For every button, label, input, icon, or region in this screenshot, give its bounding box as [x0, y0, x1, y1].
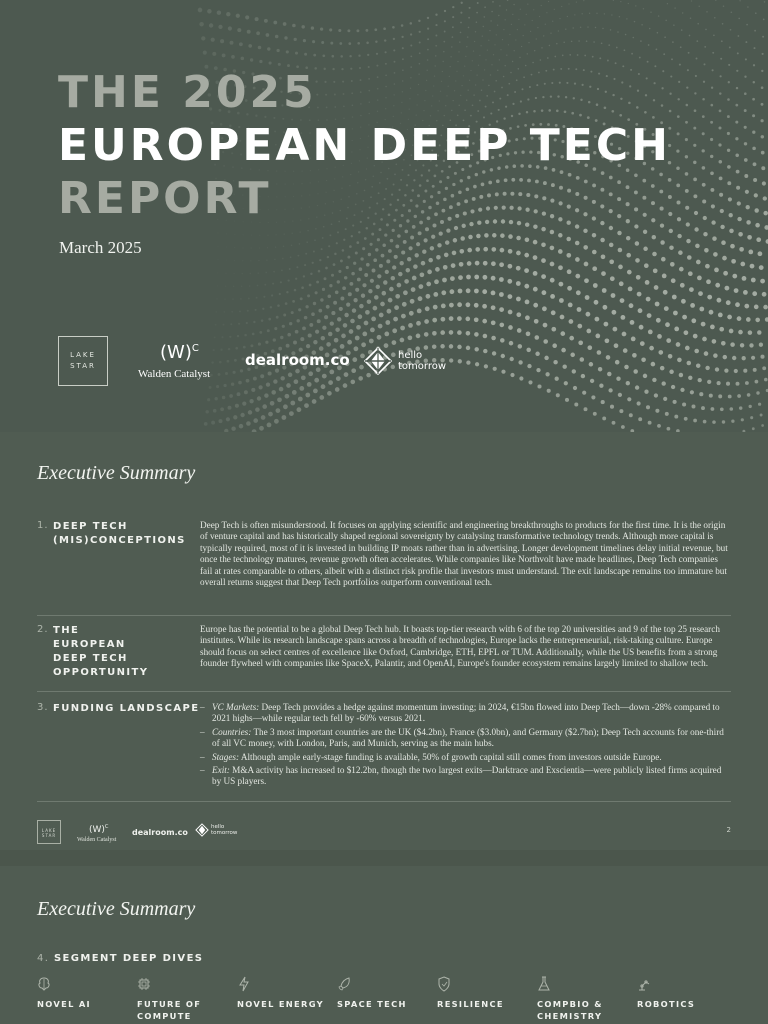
brain-icon — [37, 976, 51, 992]
walden-sup: C — [191, 343, 199, 354]
segment-space-tech — [337, 976, 427, 1010]
row-text: Deep Tech is often misunderstood. It focuses on applying scientific and engineering breakthroughs to products for the first time. It is the origin of venture capital and has historically shaped regional sovereignty by catalysing transformative technology trends. Although more capital is typically required, most of it is invested in building IP moats rather than in advertising. Longer development timelines delay initial revenue, but once the technology matures, revenue growth often accelerates. While companies like Northvolt have made headlines, Deep Tech companies fail at rates comparable to others, albeit with a distinct risk profile that investors must understand. The exit landscape remains too immature but overall returns suggest that Deep Tech portfolios outperform conventional tech. — [200, 520, 728, 588]
walden-mark-small: (W) — [89, 825, 105, 835]
lake-star-small-line1: LAKE — [41, 828, 57, 833]
segment-novel-energy — [237, 976, 327, 1010]
executive-summary-page-3 — [0, 866, 768, 1024]
lake-star-logo-line1: LAKE — [70, 351, 96, 359]
bullet-lead: Countries: — [212, 726, 252, 737]
segment-label: ROBOTICS — [637, 999, 696, 1009]
bullet-vc-markets — [200, 702, 732, 725]
title-line-report: REPORT — [58, 173, 272, 224]
section-heading: Executive Summary — [37, 898, 196, 920]
flask-icon — [537, 976, 551, 992]
hello-text: hello — [398, 350, 423, 361]
segment-label: FUTURE OF COMPUTE — [137, 999, 202, 1021]
chip-icon — [137, 976, 151, 992]
bullet-dash: – — [200, 726, 205, 737]
bullet-text: Although ample early-stage funding is available, 50% of growth capital still comes from investors outside Europe. — [239, 751, 662, 762]
segment-title: SEGMENT DEEP DIVES — [53, 953, 204, 964]
lake-star-small-line2: STAR — [41, 833, 57, 838]
bullet-stages — [200, 752, 732, 763]
report-cover — [0, 0, 768, 432]
page-number: 2 — [726, 826, 731, 834]
summary-row-2 — [37, 624, 731, 684]
funding-bullets — [200, 702, 732, 788]
segment-label: RESILIENCE — [437, 999, 504, 1009]
page-separator — [0, 850, 768, 866]
segment-list — [37, 976, 737, 1024]
summary-row-1 — [37, 520, 731, 600]
hello-tomorrow-logo-small — [195, 823, 238, 842]
segment-resilience — [437, 976, 527, 1010]
title-line-main: EUROPEAN DEEP TECH — [58, 120, 671, 171]
segment-compbio-chemistry — [537, 976, 627, 1022]
bullet-text: The 3 most important countries are the UK ($4.2bn), France ($3.0bn), and Germany ($2.7bn); Deep Tech accounts for one-third of all VC money, with London, Paris, and Munich, serving as the main hubs. — [212, 726, 724, 749]
row-label: DEEP TECH (MIS)CONCEPTIONS — [53, 521, 186, 546]
tomorrow-text-small: tomorrow — [211, 830, 238, 836]
lightning-icon — [237, 976, 251, 992]
bullet-lead: VC Markets: — [212, 702, 260, 712]
row-number: 1. — [37, 520, 49, 531]
segment-label: COMPBIO & CHEMISTRY — [537, 999, 603, 1021]
hello-tomorrow-icon — [363, 346, 393, 376]
walden-catalyst-logo — [138, 338, 228, 380]
report-title — [58, 66, 671, 225]
bullet-text: Deep Tech provides a hedge against momentum investing; in 2024, €15bn flowed into Deep Tech—down -28% compared to 2021 highs—while regular tech fell by -60% versus 2021. — [212, 702, 720, 724]
dealroom-logo-small: dealroom.co — [132, 828, 188, 837]
segment-label: NOVEL AI — [37, 999, 91, 1009]
report-date: March 2025 — [59, 238, 142, 257]
summary-row-3 — [37, 702, 731, 798]
bullet-lead: Exit: — [212, 765, 230, 776]
rocket-icon — [337, 976, 351, 992]
segment-heading — [37, 953, 203, 964]
bullet-countries — [200, 727, 732, 750]
hello-tomorrow-icon-small — [195, 823, 209, 837]
segment-number: 4. — [37, 953, 50, 964]
footer-logos — [37, 820, 731, 846]
segment-label: SPACE TECH — [337, 999, 407, 1009]
row-divider — [37, 691, 731, 692]
bullet-text: M&A activity has increased to $12.2bn, though the two largest exits—Darktrace and Exscientia—were publicly listed firms acquired by US players. — [212, 765, 722, 787]
row-label: THE EUROPEAN DEEP TECH OPPORTUNITY — [53, 625, 149, 678]
executive-summary-page-2 — [0, 432, 768, 850]
bullet-dash: – — [200, 702, 205, 712]
row-text — [200, 702, 732, 790]
walden-name-small: Walden Catalyst — [77, 837, 117, 843]
row-text: Europe has the potential to be a global Deep Tech hub. It boasts top-tier research with 6 of the top 20 universities and 9 of the top 25 research institutes. While its research landscape spans across a breadth of technologies, Europe lacks the entrepreneurial, risk-taking culture. Europe should focus on select centres of excellence like Oxford, Cambridge, ETH, EPFL or TUM. Additionally, while the US benefits from a strong founder flywheel with companies like SpaceX, Palantir, and OpenAI, Europe's founder ecosystem remains largely limited to shallow tech. — [200, 624, 720, 669]
shield-icon — [437, 976, 451, 992]
bullet-dash: – — [200, 765, 205, 776]
hello-tomorrow-logo — [363, 346, 463, 378]
row-divider — [37, 801, 731, 802]
walden-catalyst-logo-small — [77, 822, 127, 843]
bullet-lead: Stages: — [212, 751, 240, 762]
segment-label: NOVEL ENERGY — [237, 999, 324, 1009]
lake-star-logo-line2: STAR — [70, 362, 96, 370]
robot-arm-icon — [637, 976, 651, 992]
segment-future-of-compute — [137, 976, 227, 1022]
walden-mark: (W) — [160, 342, 192, 363]
section-heading: Executive Summary — [37, 462, 196, 484]
bullet-exit — [200, 765, 732, 788]
title-line-year: THE 2025 — [58, 67, 317, 118]
lake-star-logo — [58, 336, 108, 386]
segment-robotics — [637, 976, 727, 1010]
hello-text-small: hello — [211, 824, 225, 830]
bullet-dash: – — [200, 751, 205, 762]
row-number: 3. — [37, 702, 49, 713]
row-divider — [37, 615, 731, 616]
segment-novel-ai — [37, 976, 127, 1010]
tomorrow-text: tomorrow — [398, 361, 447, 372]
dealroom-logo: dealroom.co — [245, 351, 350, 369]
row-label: FUNDING LANDSCAPE — [53, 703, 200, 714]
lake-star-logo-small — [37, 820, 61, 844]
walden-name: Walden Catalyst — [138, 368, 211, 380]
row-number: 2. — [37, 624, 49, 635]
walden-sup-small: C — [104, 824, 109, 830]
